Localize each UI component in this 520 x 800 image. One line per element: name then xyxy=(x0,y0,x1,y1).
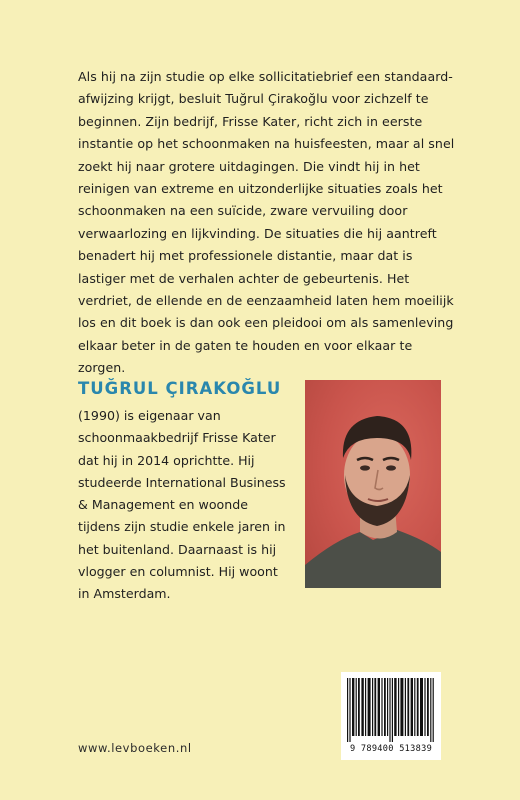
author-bio: (1990) is eigenaar van schoonmaakbedrijf Frisse Kater dat hij in 2014 oprichtte. Hij studeerde International Business & Management en woonde tijdens zijn studie enkele jaren in het buitenland. Daarnaast is hij vlogger en columnist. Hij woont in Amsterdam. xyxy=(78,408,286,602)
isbn-barcode xyxy=(341,672,441,760)
isbn-number: 9 789400 513839 xyxy=(349,744,433,754)
back-cover-blurb: Als hij na zijn studie op elke sollicitatiebrief een standaard-afwijzing krijgt, besluit Tuğrul Çirakoğlu voor zichzelf te beginnen. Zijn bedrijf, Frisse Kater, richt zich in eerste instantie op het schoonmaken na huisfeesten, maar al snel zoekt hij naar grotere uitdagingen. Die vindt hij in het reinigen van extreme en uitzonderlijke situaties zoals het schoonmaken na een suïcide, zware vervuiling door verwaarlozing en lijkvinding. De situaties die hij aantreft benadert hij met professionele distantie, maar dat is lastiger met de verhalen achter de gebeurtenis. Het verdriet, de ellende en de eenzaamheid laten hem moeilijk los en dit boek is dan ook een pleidooi om als samenleving elkaar beter in de gaten te houden en voor elkaar te zorgen. xyxy=(78,69,455,376)
author-name-heading: TUĞRUL ÇIRAKOĞLU xyxy=(78,379,282,398)
author-portrait-illustration xyxy=(305,380,441,588)
barcode-icon xyxy=(347,678,435,742)
publisher-website: www.levboeken.nl xyxy=(78,741,192,755)
author-photo xyxy=(305,380,441,588)
